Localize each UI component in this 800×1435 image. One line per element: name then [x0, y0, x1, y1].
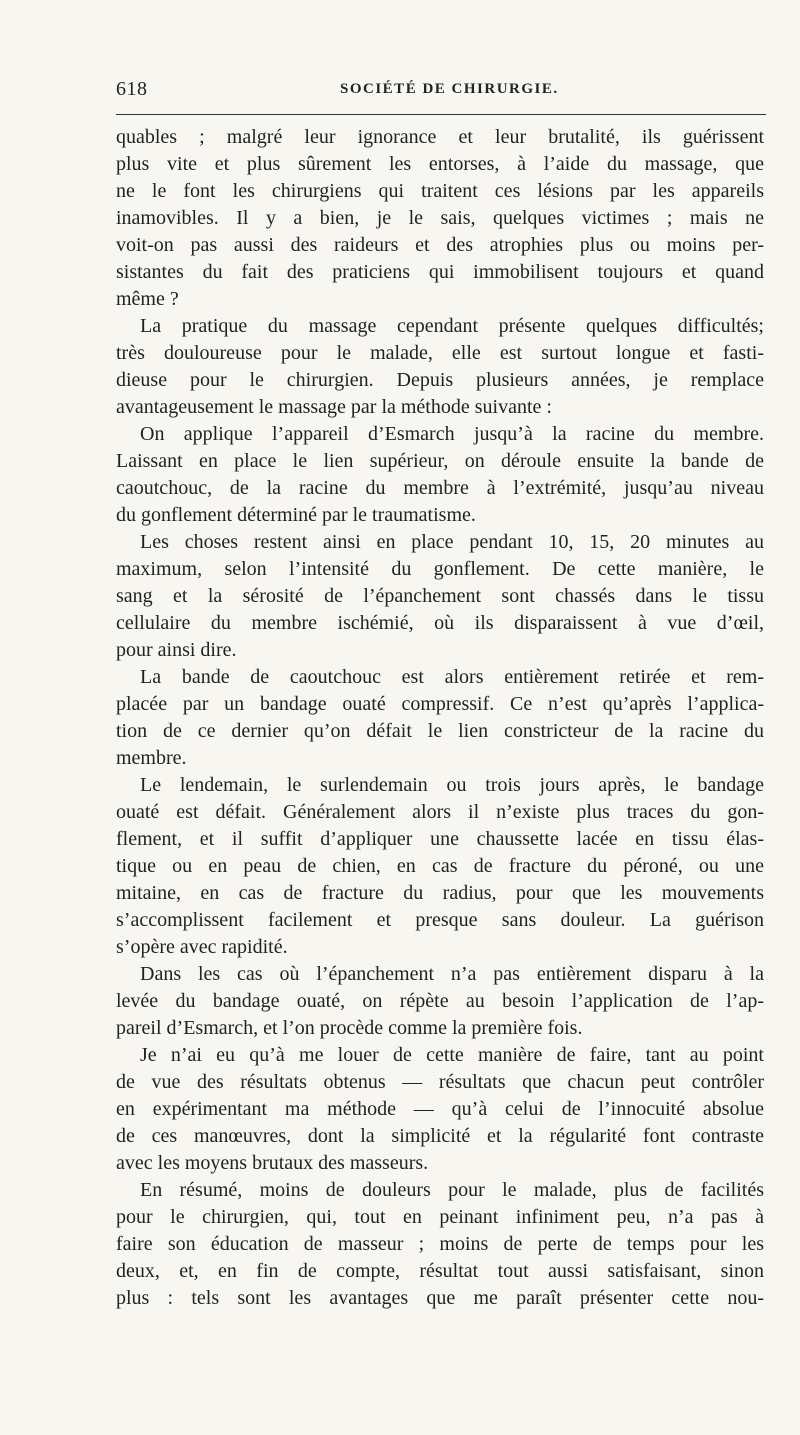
text-line: même ?: [116, 288, 179, 310]
text-line: On applique l’appareil d’Esmarch jusqu’à la racine du membre.: [140, 423, 764, 445]
text-line: inamovibles. Il y a bien, je le sais, quelques victimes ; mais ne: [116, 207, 764, 229]
text-line: levée du bandage ouaté, on répète au besoin l’application de l’ap-: [116, 990, 764, 1012]
text-line: Dans les cas où l’épanchement n’a pas entièrement disparu à la: [140, 963, 764, 985]
text-line: Je n’ai eu qu’à me louer de cette manière de faire, tant au point: [140, 1044, 764, 1066]
text-line: tique ou en peau de chien, en cas de fracture du péroné, ou une: [116, 855, 764, 877]
text-line: En résumé, moins de douleurs pour le malade, plus de facilités: [140, 1179, 764, 1201]
text-line: dieuse pour le chirurgien. Depuis plusieurs années, je remplace: [116, 369, 764, 391]
page-header: [116, 78, 764, 102]
text-line: en expérimentant ma méthode — qu’à celui de l’innocuité absolue: [116, 1098, 764, 1120]
text-line: de vue des résultats obtenus — résultats que chacun peut contrôler: [116, 1071, 764, 1093]
body-text: [116, 124, 764, 1312]
header-rule: [116, 114, 766, 115]
text-line: mitaine, en cas de fracture du radius, pour que les mouvements: [116, 882, 764, 904]
text-line: avec les moyens brutaux des masseurs.: [116, 1152, 429, 1174]
text-line: cellulaire du membre ischémié, où ils disparaissent à vue d’œil,: [116, 612, 764, 634]
text-line: ouaté est défait. Généralement alors il n’existe plus traces du gon-: [116, 801, 764, 823]
text-line: faire son éducation de masseur ; moins de perte de temps pour les: [116, 1233, 764, 1255]
text-line: tion de ce dernier qu’on défait le lien constricteur de la racine du: [116, 720, 764, 742]
running-title: SOCIÉTÉ DE CHIRURGIE.: [340, 81, 559, 97]
text-line: plus vite et plus sûrement les entorses, à l’aide du massage, que: [116, 153, 764, 175]
text-line: membre.: [116, 747, 187, 769]
text-line: pour ainsi dire.: [116, 639, 237, 661]
text-line: placée par un bandage ouaté compressif. Ce n’est qu’après l’applica-: [116, 693, 764, 715]
text-line: plus : tels sont les avantages que me paraît présenter cette nou-: [116, 1287, 764, 1309]
text-line: La pratique du massage cependant présente quelques difficultés;: [140, 315, 764, 337]
text-line: deux, et, en fin de compte, résultat tout aussi satisfaisant, sinon: [116, 1260, 764, 1282]
text-line: Les choses restent ainsi en place pendant 10, 15, 20 minutes au: [140, 531, 764, 553]
text-line: voit-on pas aussi des raideurs et des atrophies plus ou moins per-: [116, 234, 764, 256]
text-line: Laissant en place le lien supérieur, on déroule ensuite la bande de: [116, 450, 764, 472]
text-line: de ces manœuvres, dont la simplicité et la régularité font contraste: [116, 1125, 764, 1147]
text-line: s’opère avec rapidité.: [116, 936, 288, 958]
text-line: s’accomplissent facilement et presque sans douleur. La guérison: [116, 909, 764, 931]
page-number: 618: [116, 78, 148, 100]
text-line: très douloureuse pour le malade, elle est surtout longue et fasti-: [116, 342, 764, 364]
text-line: quables ; malgré leur ignorance et leur brutalité, ils guérissent: [116, 126, 764, 148]
text-line: maximum, selon l’intensité du gonflement. De cette manière, le: [116, 558, 764, 580]
text-line: La bande de caoutchouc est alors entièrement retirée et rem-: [140, 666, 764, 688]
text-line: caoutchouc, de la racine du membre à l’extrémité, jusqu’au niveau: [116, 477, 764, 499]
text-line: flement, et il suffit d’appliquer une chaussette lacée en tissu élas-: [116, 828, 764, 850]
text-line: sistantes du fait des praticiens qui immobilisent toujours et quand: [116, 261, 764, 283]
text-line: avantageusement le massage par la méthode suivante :: [116, 396, 552, 418]
text-line: Le lendemain, le surlendemain ou trois jours après, le bandage: [140, 774, 764, 796]
text-line: du gonflement déterminé par le traumatisme.: [116, 504, 476, 526]
text-line: sang et la sérosité de l’épanchement sont chassés dans le tissu: [116, 585, 764, 607]
text-line: pareil d’Esmarch, et l’on procède comme la première fois.: [116, 1017, 583, 1039]
text-line: pour le chirurgien, qui, tout en peinant infiniment peu, n’a pas à: [116, 1206, 764, 1228]
text-line: ne le font les chirurgiens qui traitent ces lésions par les appareils: [116, 180, 764, 202]
